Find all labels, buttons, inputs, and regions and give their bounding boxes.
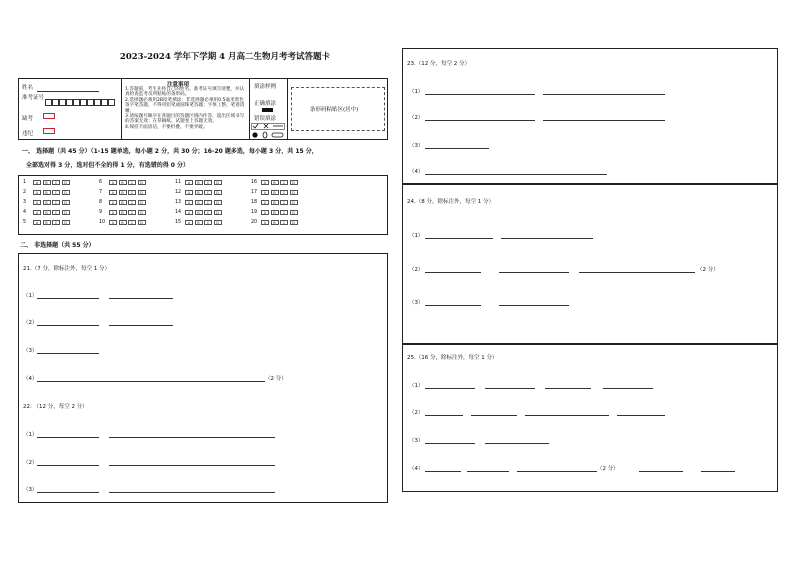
answer-line[interactable] [499, 305, 569, 306]
choice-question-row [99, 190, 147, 195]
absent-label: 缺考 [22, 116, 34, 122]
option-bubble[interactable]: B [271, 210, 279, 215]
option-bubble[interactable]: D [214, 190, 222, 195]
q23-item-1: （1） [409, 89, 424, 95]
correct-fill-label: 正确填涂 [254, 101, 277, 107]
option-bubble[interactable]: C [204, 210, 212, 215]
student-info-block [18, 78, 388, 140]
option-bubble[interactable]: A [33, 190, 41, 195]
q21-points-note: （2 分） [265, 376, 287, 382]
answer-line[interactable] [425, 148, 489, 149]
option-bubble[interactable]: D [62, 210, 70, 215]
q24-points-note: （2 分） [697, 267, 719, 273]
option-bubble[interactable]: A [109, 220, 117, 225]
answer-line[interactable] [425, 471, 461, 472]
choice-question-row [251, 190, 299, 195]
option-bubble[interactable]: A [185, 190, 193, 195]
answer-line[interactable] [425, 272, 481, 273]
name-field[interactable] [37, 91, 99, 92]
q24-item-2: （2） [409, 267, 424, 273]
note-item: 2.选择题必须用2B铅笔填涂；非选择题必须用0.5毫米黑色签字笔答题，不得用铅笔或圆珠笔答题；字体工整、笔迹清晰。 [125, 97, 245, 114]
option-bubble[interactable]: C [128, 180, 136, 185]
answer-line[interactable] [425, 120, 535, 121]
note-item: 3.请按题号顺序在各题目的答题区域内作答，超出区域书写的答案无效；在草稿纸、试题卷上答题无效。 [125, 114, 245, 125]
question-number: 16 [251, 180, 258, 185]
option-bubble[interactable]: C [52, 200, 60, 205]
option-bubble[interactable]: C [204, 180, 212, 185]
option-bubble[interactable]: D [290, 200, 298, 205]
option-bubble[interactable]: A [109, 200, 117, 205]
choice-question-row [175, 220, 223, 225]
choice-question-row [99, 210, 147, 215]
choice-question-row [23, 220, 71, 225]
option-bubble[interactable]: B [271, 220, 279, 225]
answer-line[interactable] [545, 388, 591, 389]
choice-question-row [23, 200, 71, 205]
option-bubble[interactable]: B [43, 190, 51, 195]
notes-list [125, 87, 247, 130]
answer-line[interactable] [579, 272, 695, 273]
option-bubble[interactable]: B [119, 210, 127, 215]
option-bubble[interactable]: C [128, 190, 136, 195]
option-bubble[interactable]: A [109, 180, 117, 185]
answer-line[interactable] [425, 174, 607, 175]
option-bubble[interactable]: C [204, 200, 212, 205]
option-bubble[interactable]: B [195, 180, 203, 185]
q22-item-1: （1） [23, 432, 38, 438]
page-title: 2023-2024 学年下学期 4 月高二生物月考考试答题卡 [119, 52, 331, 62]
option-bubble[interactable]: D [290, 220, 298, 225]
question-number: 11 [175, 180, 182, 185]
q21-item-1: （1） [23, 293, 38, 299]
option-bubble[interactable]: C [52, 220, 60, 225]
option-bubble[interactable]: B [271, 180, 279, 185]
barcode-area [291, 87, 385, 131]
q21-q22-answer-box [18, 253, 388, 503]
question-number: 5 [23, 220, 27, 225]
option-bubble[interactable]: C [52, 190, 60, 195]
name-label: 姓名 [22, 85, 34, 91]
notes-title: 注意事项 [167, 82, 190, 88]
q25-item-1: （1） [409, 383, 424, 389]
option-bubble[interactable]: C [52, 210, 60, 215]
answer-line[interactable] [425, 94, 535, 95]
question-number: 8 [99, 200, 103, 205]
fill-example-label: 填涂样例 [254, 84, 277, 90]
violation-checkbox[interactable] [43, 128, 55, 134]
section1-heading-cont: 全部选对得 3 分，选对但不全的得 1 分，有选错的得 0 分） [26, 162, 190, 169]
option-bubble[interactable]: B [119, 200, 127, 205]
answer-line[interactable] [37, 298, 99, 299]
option-bubble[interactable]: A [33, 220, 41, 225]
answer-line[interactable] [517, 471, 597, 472]
option-bubble[interactable]: D [62, 180, 70, 185]
q21-item-2: （2） [23, 320, 38, 326]
option-bubble[interactable]: D [138, 210, 146, 215]
option-bubble[interactable]: B [119, 220, 127, 225]
option-bubble[interactable]: D [62, 190, 70, 195]
question-number: 3 [23, 200, 27, 205]
answer-line[interactable] [701, 471, 735, 472]
option-bubble[interactable]: C [280, 200, 288, 205]
choice-question-row [251, 180, 299, 185]
answer-line[interactable] [543, 120, 665, 121]
q21-item-3: （3） [23, 348, 38, 354]
answer-line[interactable] [37, 437, 99, 438]
q25-item-2: （2） [409, 410, 424, 416]
option-bubble[interactable]: B [195, 220, 203, 225]
option-bubble[interactable]: D [214, 220, 222, 225]
option-bubble[interactable]: D [62, 220, 70, 225]
question-number: 19 [251, 210, 258, 215]
note-item: 1.答题前，考生先将自己的姓名、准考证号填写清楚，并认真检查监考员所粘贴的条形码。 [125, 87, 245, 98]
section1-heading: 一、 选择题（共 45 分）（1-15 题单选，每小题 2 分，共 30 分；16-20 题多选，每小题 3 分，共 15 分， [22, 148, 318, 155]
option-bubble[interactable]: A [261, 180, 269, 185]
choice-question-row [99, 200, 147, 205]
option-bubble[interactable]: D [138, 200, 146, 205]
question-number: 4 [23, 210, 27, 215]
option-bubble[interactable]: C [280, 220, 288, 225]
choice-question-row [99, 220, 147, 225]
question-number: 9 [99, 210, 103, 215]
option-bubble[interactable]: B [271, 190, 279, 195]
option-bubble[interactable]: A [33, 200, 41, 205]
option-bubble[interactable]: A [109, 190, 117, 195]
option-bubble[interactable]: D [290, 180, 298, 185]
option-bubble[interactable]: B [195, 200, 203, 205]
question-number: 7 [99, 190, 103, 195]
question-number: 15 [175, 220, 182, 225]
option-bubble[interactable]: C [204, 220, 212, 225]
choice-question-row [251, 200, 299, 205]
option-bubble[interactable]: A [261, 210, 269, 215]
choice-question-row [251, 220, 299, 225]
option-bubble[interactable]: C [204, 190, 212, 195]
option-bubble[interactable]: B [43, 220, 51, 225]
q25-points-note: （2 分） [597, 466, 619, 472]
answer-line[interactable] [425, 388, 475, 389]
option-bubble[interactable]: B [195, 210, 203, 215]
option-bubble[interactable]: A [261, 200, 269, 205]
question-number: 18 [251, 200, 258, 205]
q23-item-4: （4） [409, 169, 424, 175]
option-bubble[interactable]: C [280, 190, 288, 195]
answer-line[interactable] [467, 471, 509, 472]
question-number: 12 [175, 190, 182, 195]
wrong-fill-marks [251, 123, 285, 139]
option-bubble[interactable]: D [214, 180, 222, 185]
answer-line[interactable] [37, 492, 99, 493]
option-bubble[interactable]: A [261, 190, 269, 195]
answer-line[interactable] [499, 272, 569, 273]
option-bubble[interactable]: A [185, 210, 193, 215]
option-bubble[interactable]: C [280, 180, 288, 185]
q21-heading: 21.（7 分，除标注外，每空 1 分） [23, 266, 110, 272]
q25-item-3: （3） [409, 438, 424, 444]
answer-line[interactable] [617, 415, 665, 416]
option-bubble[interactable]: C [280, 210, 288, 215]
choice-question-row [251, 210, 299, 215]
answer-line[interactable] [485, 388, 535, 389]
barcode-label: 条形码粘贴区(居中) [310, 107, 359, 113]
question-number: 20 [251, 220, 258, 225]
answer-line[interactable] [425, 305, 481, 306]
q23-answer-box [402, 48, 778, 184]
q22-item-3: （3） [23, 487, 38, 493]
answer-line[interactable] [425, 238, 493, 239]
option-bubble[interactable]: A [33, 180, 41, 185]
q25-answer-box [402, 344, 778, 492]
option-bubble[interactable]: B [43, 200, 51, 205]
choice-question-row [99, 180, 147, 185]
q23-item-2: （2） [409, 115, 424, 121]
option-bubble[interactable]: A [185, 220, 193, 225]
correct-fill-mark [262, 108, 273, 112]
answer-line[interactable] [501, 238, 593, 239]
answer-line[interactable] [485, 443, 549, 444]
option-bubble[interactable]: C [128, 210, 136, 215]
question-number: 10 [99, 220, 106, 225]
option-bubble[interactable]: D [138, 180, 146, 185]
answer-line[interactable] [471, 415, 517, 416]
answer-line[interactable] [109, 437, 275, 438]
choice-question-row [23, 180, 71, 185]
choice-question-row [175, 180, 223, 185]
option-bubble[interactable]: D [214, 210, 222, 215]
option-bubble[interactable]: C [128, 220, 136, 225]
answer-line[interactable] [543, 94, 665, 95]
question-number: 14 [175, 210, 182, 215]
option-bubble[interactable]: A [185, 180, 193, 185]
q24-item-3: （3） [409, 300, 424, 306]
q24-answer-box [402, 184, 778, 344]
section2-heading: 二、 非选择题（共 55 分） [20, 242, 95, 249]
option-bubble[interactable]: D [138, 220, 146, 225]
answer-line[interactable] [37, 465, 99, 466]
answer-line[interactable] [425, 443, 475, 444]
q25-item-4: （4） [409, 466, 424, 472]
option-bubble[interactable]: D [290, 210, 298, 215]
option-bubble[interactable]: B [271, 200, 279, 205]
option-bubble[interactable]: D [290, 190, 298, 195]
absent-checkbox[interactable] [43, 113, 55, 119]
answer-line[interactable] [37, 381, 265, 382]
multiple-choice-grid [18, 175, 388, 235]
answer-line[interactable] [639, 471, 683, 472]
id-number-grid[interactable] [45, 99, 115, 106]
q24-item-1: （1） [409, 233, 424, 239]
q24-heading: 24.（8 分，除标注外，每空 1 分） [407, 199, 494, 205]
option-bubble[interactable]: B [43, 180, 51, 185]
q25-heading: 25.（16 分，除标注外，每空 1 分） [407, 355, 498, 361]
option-bubble[interactable]: B [195, 190, 203, 195]
option-bubble[interactable]: D [214, 200, 222, 205]
q22-item-2: （2） [23, 460, 38, 466]
q23-item-3: （3） [409, 143, 424, 149]
option-bubble[interactable]: A [109, 210, 117, 215]
choice-question-row [175, 210, 223, 215]
q22-heading: 22. （12 分，每空 2 分） [23, 404, 88, 410]
q23-heading: 23.（12 分，每空 2 分） [407, 61, 470, 67]
answer-line[interactable] [109, 465, 275, 466]
choice-question-row [175, 190, 223, 195]
choice-question-row [23, 210, 71, 215]
choice-question-row [175, 200, 223, 205]
answer-line[interactable] [37, 353, 99, 354]
option-bubble[interactable]: A [33, 210, 41, 215]
option-bubble[interactable]: A [261, 220, 269, 225]
question-number: 6 [99, 180, 103, 185]
answer-line[interactable] [525, 415, 609, 416]
question-number: 1 [23, 180, 27, 185]
question-number: 13 [175, 200, 182, 205]
violation-label: 违纪 [22, 131, 34, 137]
option-bubble[interactable]: C [128, 200, 136, 205]
option-bubble[interactable]: B [119, 180, 127, 185]
answer-line[interactable] [109, 325, 173, 326]
question-number: 17 [251, 190, 258, 195]
answer-line[interactable] [109, 492, 275, 493]
option-bubble[interactable]: D [62, 200, 70, 205]
choice-question-row [23, 190, 71, 195]
answer-line[interactable] [37, 325, 99, 326]
question-number: 2 [23, 190, 27, 195]
wrong-fill-label: 错误填涂 [254, 116, 277, 122]
q21-item-4: （4） [23, 376, 38, 382]
note-item: 4.保持卡面清洁，不要折叠、不要弄破。 [125, 124, 208, 130]
answer-line[interactable] [603, 388, 653, 389]
option-bubble[interactable]: A [185, 200, 193, 205]
answer-line[interactable] [109, 298, 173, 299]
option-bubble[interactable]: C [52, 180, 60, 185]
answer-line[interactable] [425, 415, 463, 416]
option-bubble[interactable]: B [43, 210, 51, 215]
option-bubble[interactable]: B [119, 190, 127, 195]
id-label: 准考证号 [22, 95, 45, 101]
option-bubble[interactable]: D [138, 190, 146, 195]
